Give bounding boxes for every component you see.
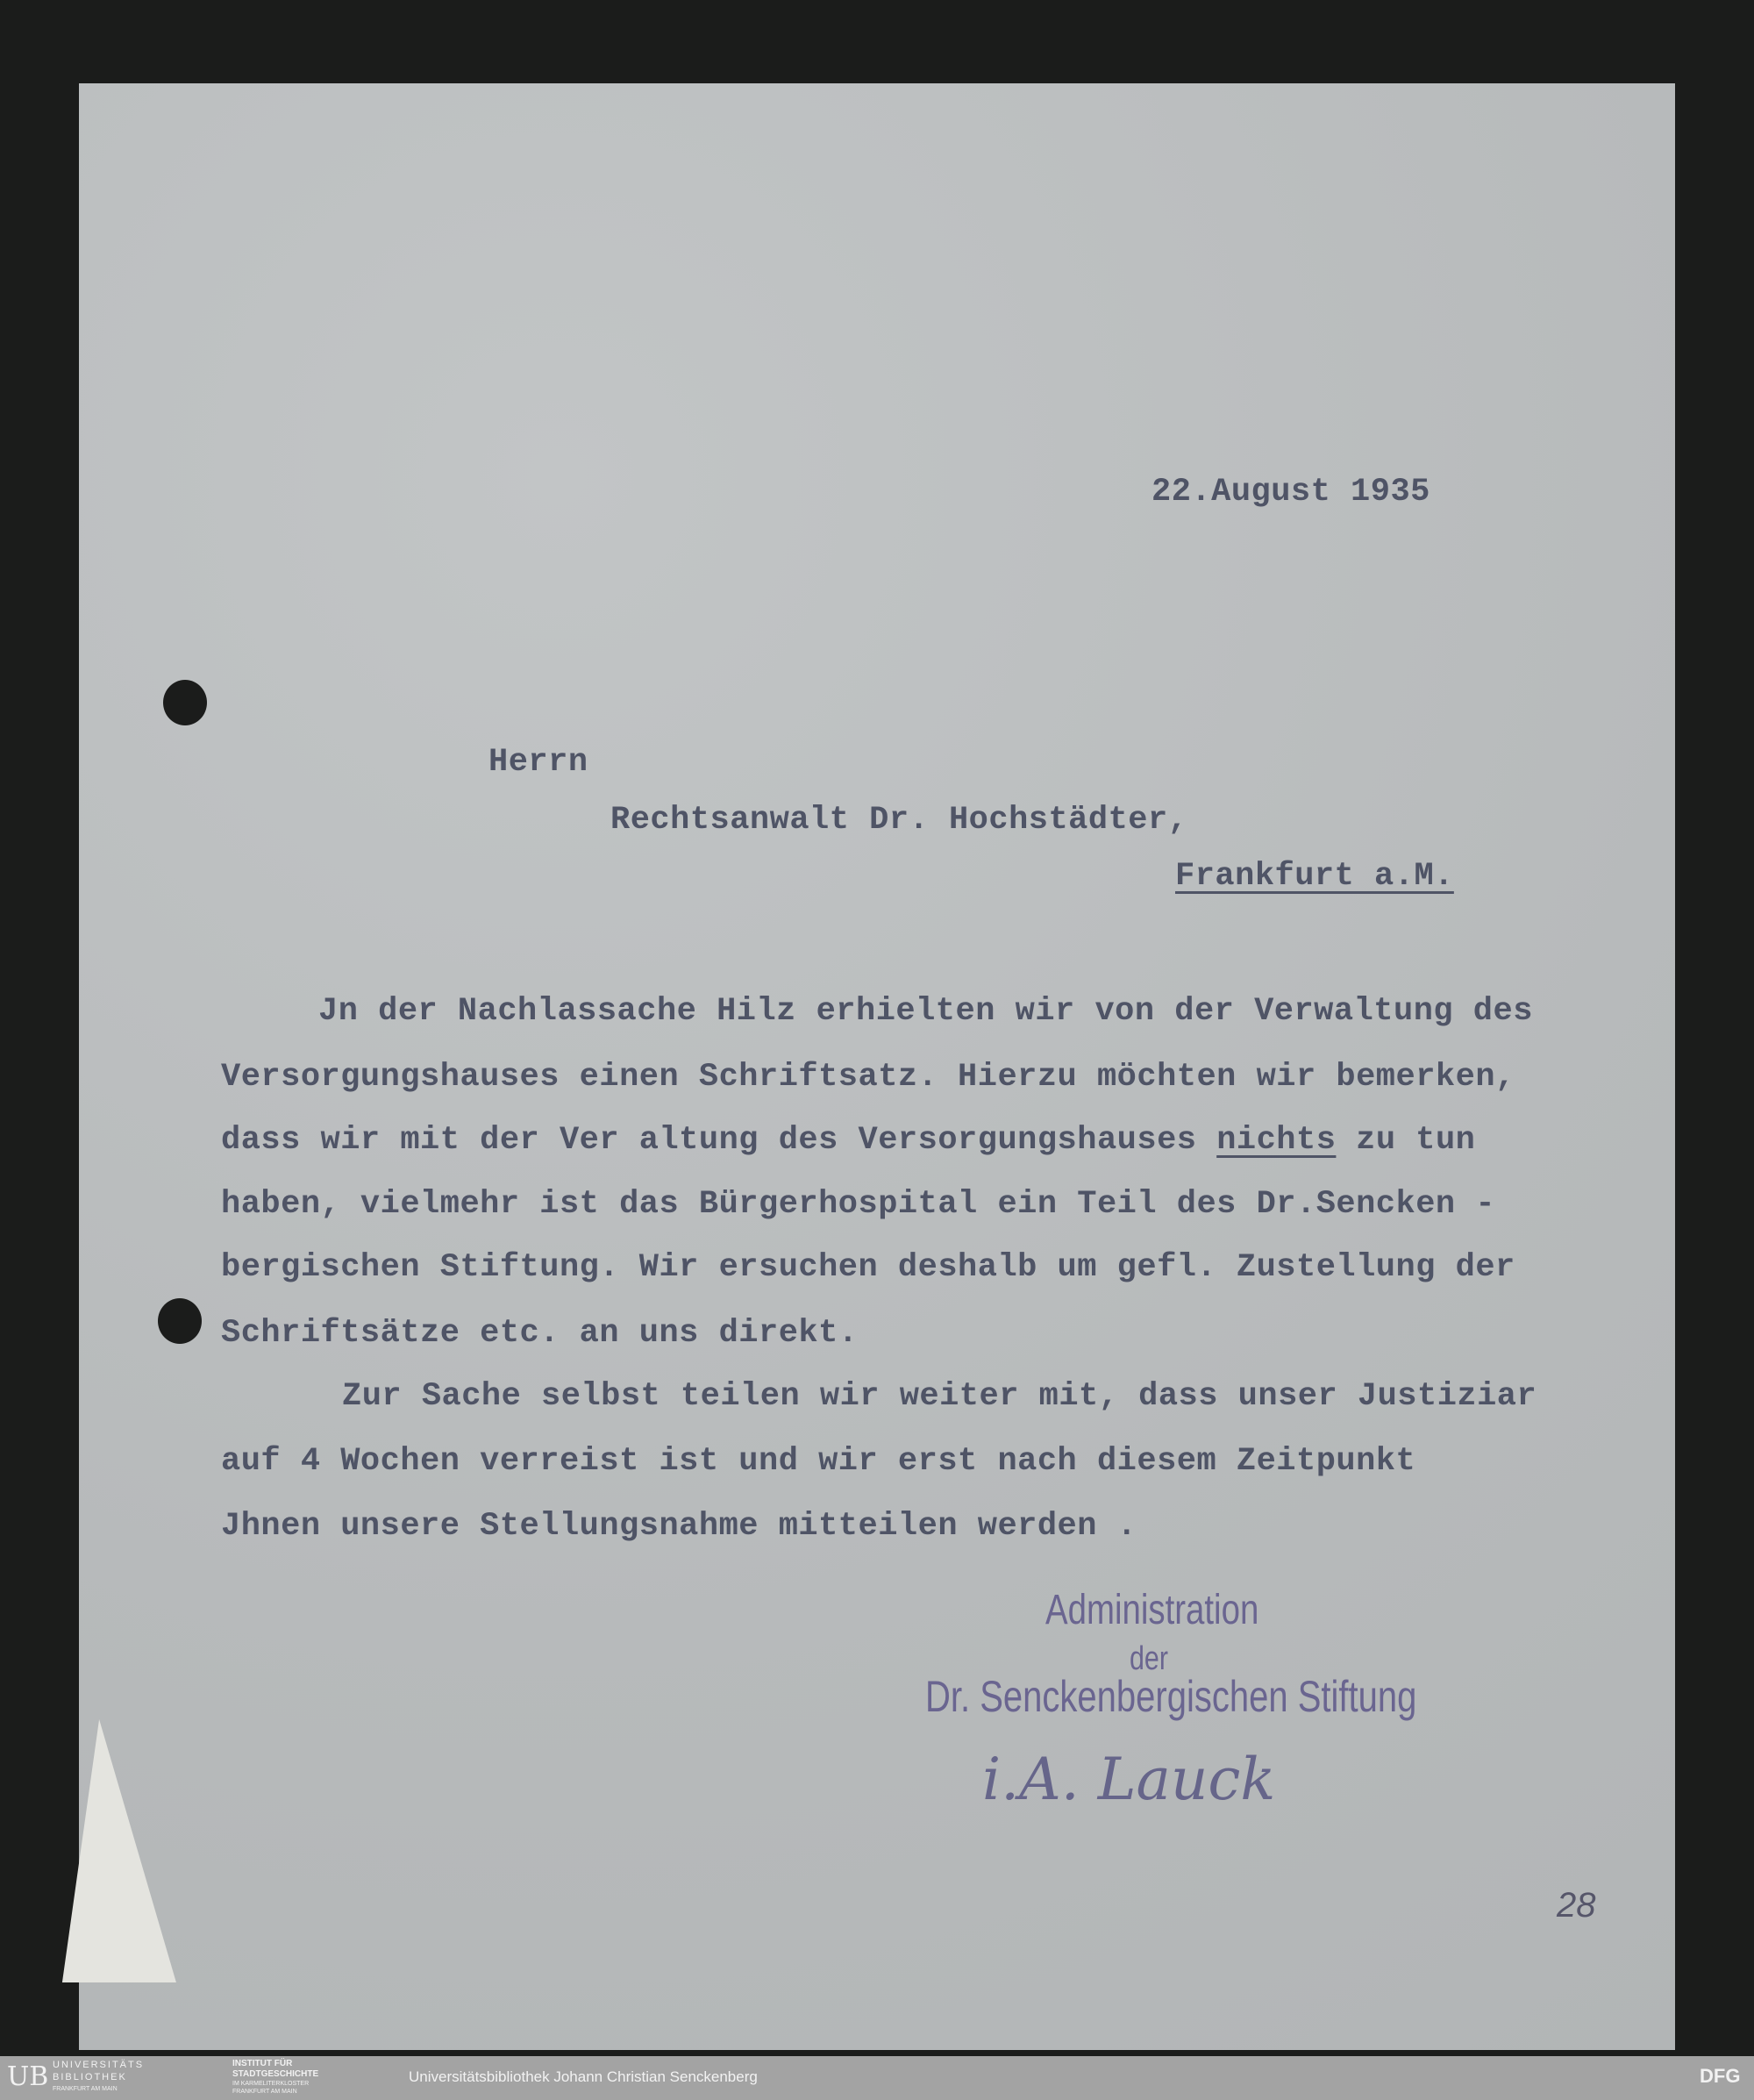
- isg-text: INSTITUT FÜR: [232, 2059, 293, 2068]
- salutation: Herrn: [488, 744, 588, 781]
- ub-text: UNIVERSITÄTS: [53, 2060, 145, 2070]
- isg-text: STADTGESCHICHTE: [232, 2069, 319, 2079]
- punch-hole: [158, 1298, 202, 1344]
- body-text: zu tun: [1336, 1122, 1476, 1159]
- emphasis-word: nichts: [1216, 1122, 1337, 1159]
- page-number: 28: [1557, 1886, 1596, 1925]
- recipient-city: Frankfurt a.M.: [1175, 858, 1454, 895]
- body-line: Schriftsätze etc. an uns direkt.: [221, 1315, 859, 1352]
- body-line: Zur Sache selbst teilen wir weiter mit, dass unser Justiziar: [342, 1378, 1537, 1415]
- letter-date: 22.August 1935: [1152, 474, 1430, 511]
- isg-text: FRANKFURT AM MAIN: [232, 2089, 297, 2095]
- body-line: haben, vielmehr ist das Bürgerhospital ein Teil des Dr.Sencken -: [221, 1186, 1496, 1223]
- body-line: auf 4 Wochen verreist ist und wir erst nach diesem Zeitpunkt: [221, 1443, 1416, 1480]
- recipient: Rechtsanwalt Dr. Hochstädter,: [610, 802, 1188, 839]
- punch-hole: [163, 680, 207, 725]
- body-line: [221, 1122, 1475, 1159]
- body-line: Jhnen unsere Stellungsnahme mitteilen werden .: [221, 1508, 1137, 1545]
- ub-text: BIBLIOTHEK: [53, 2072, 127, 2082]
- ub-text: FRANKFURT AM MAIN: [53, 2086, 118, 2092]
- body-line: Versorgungshauses einen Schriftsatz. Hierzu möchten wir bemerken,: [221, 1059, 1515, 1096]
- ub-logo: UB: [7, 2061, 49, 2092]
- signature: i.A. Lauck: [982, 1746, 1276, 1813]
- dfg-logo: DFG: [1700, 2065, 1741, 2087]
- footer-bar: [0, 2056, 1754, 2100]
- stamp-line: der: [1130, 1640, 1168, 1677]
- body-line: bergischen Stiftung. Wir ersuchen deshalb um gefl. Zustellung der: [221, 1249, 1515, 1286]
- isg-text: IM KARMELITERKLOSTER: [232, 2081, 310, 2087]
- library-name: Universitätsbibliothek Johann Christian Senckenberg: [409, 2068, 758, 2085]
- stamp-line: Dr. Senckenbergischen Stiftung: [925, 1672, 1417, 1721]
- body-text: dass wir mit der Ver altung des Versorgungshauses: [221, 1122, 1217, 1159]
- stamp-line: Administration: [1045, 1587, 1259, 1633]
- body-line: Jn der Nachlassache Hilz erhielten wir von der Verwaltung des: [318, 993, 1533, 1030]
